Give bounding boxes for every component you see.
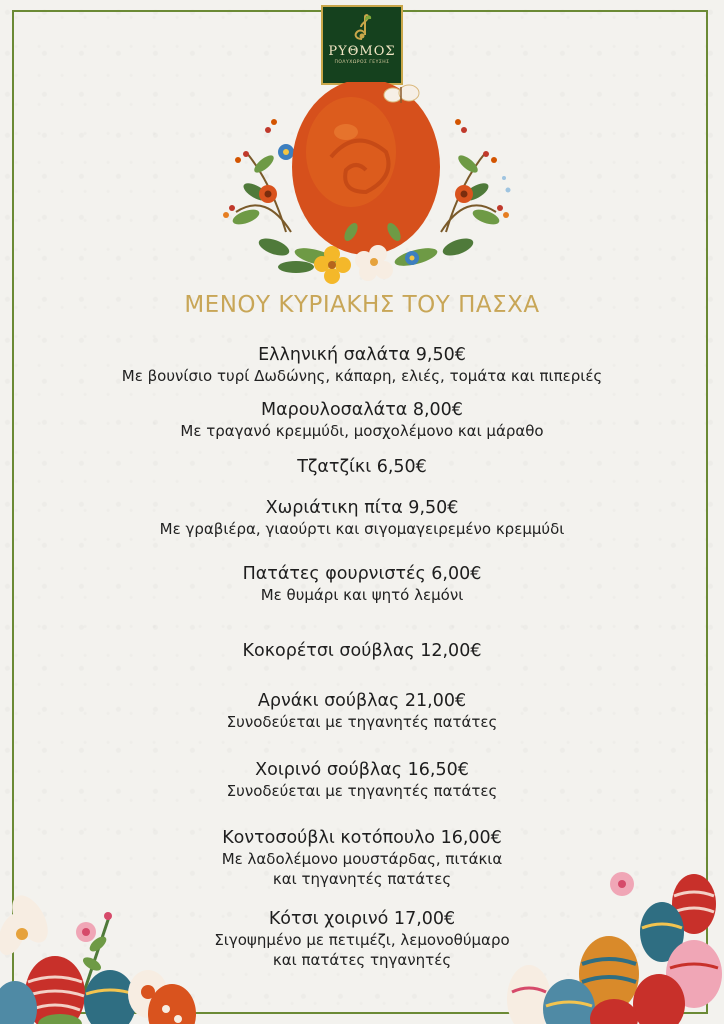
menu-item-name: Χωριάτικη πίτα 9,50€ (265, 498, 459, 518)
right-floral-branch (441, 119, 511, 259)
restaurant-logo (321, 5, 403, 85)
menu-item (0, 456, 724, 478)
easter-eggs-right-decoration (484, 864, 724, 1024)
menu-item-desc: και τηγανητές πατάτες (272, 870, 452, 888)
menu-item-desc: Σιγοψημένο με πετιμέζι, λεμονοθύμαρο (214, 931, 510, 949)
menu-item (0, 640, 724, 662)
menu-item-name: Ελληνική σαλάτα 9,50€ (258, 345, 466, 365)
menu-item (0, 497, 724, 539)
menu-item-name: Κοντοσούβλι κοτόπουλο 16,00€ (222, 828, 502, 848)
left-floral-branch (223, 119, 294, 259)
menu-item (0, 344, 724, 386)
menu-item-name: Κοκορέτσι σούβλας 12,00€ (242, 641, 482, 661)
easter-egg-icon (292, 82, 440, 255)
menu-item-desc: και πατάτες τηγανητές (272, 951, 452, 969)
menu-item-desc: Με λαδολέμονο μουστάρδας, πιτάκια (221, 850, 503, 868)
menu-item-name: Κότσι χοιρινό 17,00€ (268, 909, 456, 929)
menu-item (0, 690, 724, 732)
logo-subtitle: ΠΟΛΥΧΩΡΟΣ ΓΕΥΣΗΣ (334, 60, 390, 65)
menu-item-name: Τζατζίκι 6,50€ (297, 457, 427, 477)
menu-item-desc: Με γραβιέρα, γιαούρτι και σιγομαγειρεμένο κρεμμύδι (159, 520, 565, 538)
menu-item-desc: Με τραγανό κρεμμύδι, μοσχολέμονο και μάραθο (180, 422, 544, 440)
menu-item-desc: Με βουνίσιο τυρί Δωδώνης, κάπαρη, ελιές, τομάτα και πιπεριές (121, 367, 603, 385)
menu-item (0, 563, 724, 605)
menu-item-desc: Με θυμάρι και ψητό λεμόνι (260, 586, 464, 604)
menu-item-name: Χοιρινό σούβλας 16,50€ (255, 760, 469, 780)
menu-item-name: Αρνάκι σούβλας 21,00€ (257, 691, 467, 711)
logo-brand: ΡΥΘΜΟΣ (328, 44, 396, 59)
menu-item (0, 759, 724, 801)
menu-item (0, 399, 724, 441)
menu-item-desc: Συνοδεύεται με τηγανητές πατάτες (226, 713, 498, 731)
menu-item-name: Μαρουλοσαλάτα 8,00€ (261, 400, 463, 420)
easter-eggs-left-decoration (0, 864, 200, 1024)
music-note-icon (350, 13, 374, 43)
easter-egg-illustration (216, 82, 516, 292)
menu-item-desc: Συνοδεύεται με τηγανητές πατάτες (226, 782, 498, 800)
menu-title: ΜΕΝΟΥ ΚΥΡΙΑΚΗΣ ΤΟΥ ΠΑΣΧΑ (184, 292, 540, 318)
menu-item-name: Πατάτες φουρνιστές 6,00€ (242, 564, 482, 584)
